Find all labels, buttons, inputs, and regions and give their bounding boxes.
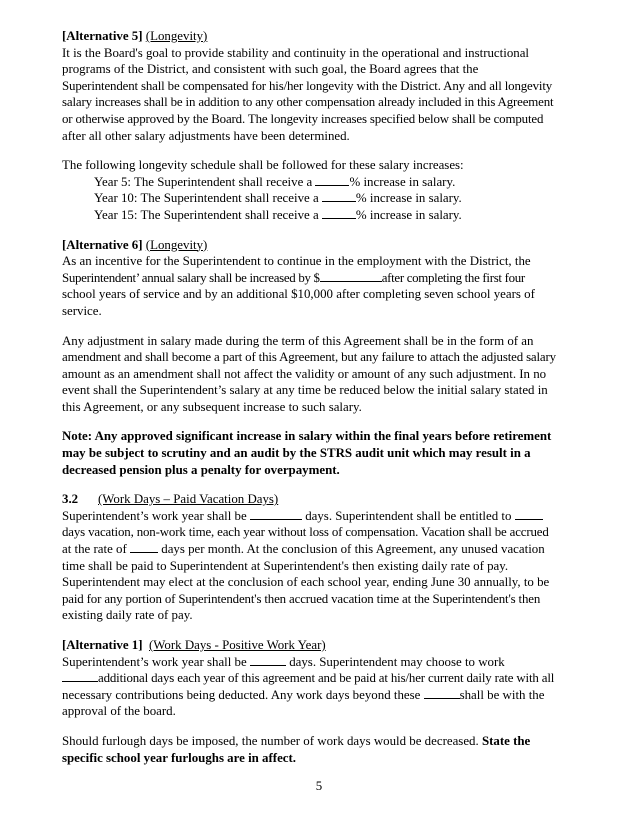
section-line: paid for any portion of Superintendent's then accrued vacation time at the Superintendent's then: [62, 591, 541, 606]
alt1-line: [62, 654, 590, 671]
alt1-title: (Work Days - Positive Work Year): [149, 638, 326, 652]
alt5-paragraph: [62, 45, 590, 145]
schedule-item: [62, 174, 590, 191]
alt5-line: Superintendent shall be compensated for his/her longevity with the District. Any and all longevity: [62, 78, 553, 93]
alt5-line: It is the Board's goal to provide stability and continuity in the operational and instructional: [62, 45, 530, 60]
alt5-line: after all other salary adjustments have been determined.: [62, 128, 350, 143]
alt1-line1-start: Superintendent’s work year shall be: [62, 654, 247, 669]
document-page: [62, 28, 590, 766]
section-line3-start: at the rate of: [62, 542, 127, 557]
schedule-item-suffix: % increase in salary.: [349, 174, 456, 189]
schedule-item-prefix: Year 10: The Superintendent shall receive a: [94, 191, 319, 206]
alt6-title: (Longevity): [145, 237, 208, 252]
alt5-heading: [62, 28, 590, 45]
alt5-line: salary increases shall be in addition to any other compensation already included in this Agreement: [62, 95, 554, 110]
section-line3-end: days per month. At the conclusion of this Agreement, any unused vacation: [161, 542, 545, 557]
section-line1-start: Superintendent’s work year shall be: [62, 508, 247, 523]
alt1-line: approval of the board.: [62, 704, 176, 719]
note-line: decreased pension plus a penalty for overpayment.: [62, 462, 340, 477]
adjustment-line: Any adjustment in salary made during the term of this Agreement shall be in the form of an: [62, 333, 534, 348]
percent-blank: [322, 207, 356, 219]
schedule-item: [62, 207, 590, 224]
section-line: time shall be paid to Superintendent at Superintendent's then existing daily rate of pay.: [62, 558, 509, 573]
adjustment-line: this Agreement, or any subsequent increase to such salary.: [62, 399, 362, 414]
schedule-intro: The following longevity schedule shall be followed for these salary increases:: [62, 158, 464, 173]
schedule-item: [62, 190, 590, 207]
work-days-blank: [250, 654, 286, 666]
furlough-line: specific school year furloughs are in affect.: [62, 750, 297, 765]
alt6-heading: [62, 237, 590, 254]
alt1-line2-text: additional days each year of this agreement and be paid at his/her current daily rate with all: [98, 671, 555, 686]
additional-days-blank: [62, 670, 98, 682]
section-line: [62, 541, 590, 558]
alt1-line: [62, 670, 590, 687]
alt5-line: programs of the District, and consistent with such goal, the Board agrees that the: [62, 62, 479, 77]
page-number: 5: [315, 779, 323, 793]
alt6-label: [Alternative 6]: [62, 237, 143, 252]
alt1-line1-end: days. Superintendent may choose to work: [289, 654, 505, 669]
section-number: 3.2: [62, 492, 79, 507]
alt1-line3-start: necessary contributions being deducted. Any work days beyond these: [62, 687, 421, 702]
section-line1-end: days. Superintendent shall be entitled to: [305, 508, 512, 523]
schedule-item-suffix: % increase in salary.: [355, 207, 462, 222]
alt5-label: [Alternative 5]: [62, 29, 143, 43]
alt6-line: [62, 270, 590, 287]
note-line: Note: Any approved significant increase in salary within the final years before retirement: [62, 429, 552, 444]
adjustment-line: amount as an amendment shall not affect the validity or amount of any such adjustment. In no: [62, 366, 547, 381]
work-days-blank: [250, 508, 302, 520]
alt5-title: (Longevity): [145, 29, 208, 43]
furlough-bold-start: State the: [481, 733, 531, 748]
alt1-heading: [62, 637, 590, 654]
section-line: days vacation, non-work time, each year without loss of compensation. Vacation shall be accrued: [62, 525, 549, 540]
schedule-item-prefix: Year 5: The Superintendent shall receive a: [94, 174, 313, 189]
alt6-line: school years of service and by an additional $10,000 after completing seven school years of: [62, 287, 535, 302]
note-line: may be subject to scrutiny and an audit by the STRS audit unit which may result in a: [62, 446, 531, 461]
alt1-line3-end: shall be with the: [459, 687, 545, 702]
alt6-line2-end: after completing the first four: [381, 270, 525, 285]
furlough-line: [62, 733, 590, 750]
alt1-label: [Alternative 1]: [62, 638, 143, 652]
strs-note: [62, 428, 590, 478]
section-line: Superintendent may elect at the conclusion of each school year, ending June 30 annually, to be: [62, 575, 550, 590]
schedule-item-suffix: % increase in salary.: [355, 191, 462, 206]
alt6-line: As an incentive for the Superintendent to continue in the employment with the District, the: [62, 254, 531, 269]
section-line: [62, 508, 590, 525]
alt5-line: or otherwise approved by the Board. The longevity increases specified below shall be computed: [62, 111, 544, 126]
section-3-2-heading: [62, 491, 590, 508]
adjustment-paragraph: [62, 333, 590, 416]
section-line: existing daily rate of pay.: [62, 608, 193, 623]
furlough-text: Should furlough days be imposed, the number of work days would be decreased.: [62, 733, 479, 748]
percent-blank: [315, 174, 349, 186]
percent-blank: [322, 190, 356, 202]
amount-blank: [320, 270, 382, 282]
section-title: (Work Days – Paid Vacation Days): [98, 492, 279, 507]
accrual-rate-blank: [130, 541, 158, 553]
alt1-line: [62, 687, 590, 704]
adjustment-line: amendment and shall become a part of this Agreement, but any failure to attach the adjusted salary: [62, 350, 556, 365]
alt6-line: service.: [62, 303, 102, 318]
vacation-days-blank: [515, 508, 543, 520]
alt6-line2-start: Superintendent’ annual salary shall be increased by $: [62, 270, 320, 285]
beyond-days-blank: [424, 687, 460, 699]
adjustment-line: event shall the Superintendent’s salary at any time be reduced below the initial salary stated in: [62, 383, 548, 398]
schedule-item-prefix: Year 15: The Superintendent shall receive a: [94, 207, 319, 222]
